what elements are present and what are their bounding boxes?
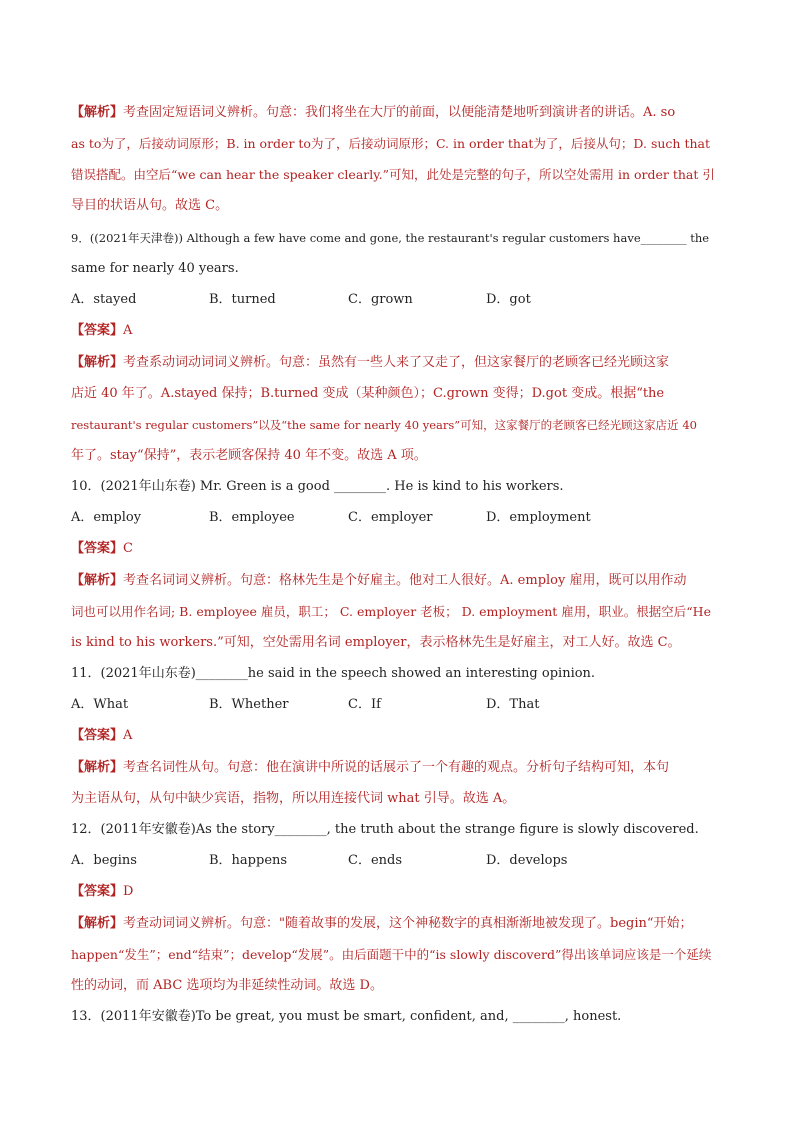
q12-option-d: D．develops — [486, 853, 568, 868]
q9-analysis-line-2: 店近 40 年了。A.stayed 保持；B.turned 变成（某种颜色）；C.grown 变得；D.got 变成。根据“the — [71, 386, 665, 401]
q10-option-c: C．employer — [348, 510, 433, 525]
q10-stem: 10．(2021年山东卷) Mr. Green is a good ________. He is kind to his workers. — [71, 479, 564, 494]
q10-analysis-line-3: is kind to his workers.”可知，空处需用名词 employer，表示格林先生是好雇主，对工人好。故选 C。 — [71, 635, 681, 650]
q10-answer: 【答案】C — [71, 541, 133, 556]
q11-option-a: A．What — [71, 697, 129, 712]
q11-analysis-line-1: 【解析】考查名词性从句。句意：他在演讲中所说的话展示了一个有趣的观点。分析句子结构可知，本句 — [71, 760, 670, 775]
block1-analysis-line-3: 错误搭配。由空后“we can hear the speaker clearly.”可知，此处是完整的句子，所以空处需用 in order that 引 — [71, 167, 715, 182]
q13-stem: 13．(2011年安徽卷)To be great, you must be smart, confident, and, ________, honest. — [71, 1009, 622, 1024]
q12-stem: 12．(2011年安徽卷)As the story________, the truth about the strange figure is slowly discovered. — [71, 822, 699, 837]
q10-analysis-line-2: 词也可以用作名词; B. employee 雇员，职工； C. employer 老板； D. employment 雇用，职业。根据空后“He — [71, 604, 711, 619]
q11-option-b: B．Whether — [209, 697, 289, 712]
q11-answer: 【答案】A — [71, 728, 133, 743]
q9-analysis-line-4: 年了。stay“保持”，表示老顾客保持 40 年不变。故选 A 项。 — [71, 448, 427, 463]
block1-analysis-line-4: 导目的状语从句。故选 C。 — [71, 198, 229, 213]
q9-analysis-line-3: restaurant's regular customers”以及“the same for nearly 40 years”可知，这家餐厅的老顾客已经光顾这家店近 40 — [71, 418, 697, 432]
block1-analysis-line-1: 【解析】考查固定短语词义辨析。句意：我们将坐在大厅的前面，以便能清楚地听到演讲者的讲话。A. so — [71, 105, 676, 120]
q12-analysis-line-2: happen“发生”；end“结束”；develop“发展”。由后面题干中的“is slowly discoverd”得出该单词应该是一个延续 — [71, 947, 712, 962]
q9-stem-line-2: same for nearly 40 years. — [71, 261, 239, 276]
q9-option-c: C．grown — [348, 292, 413, 307]
q10-analysis-line-1: 【解析】考查名词词义辨析。句意：格林先生是个好雇主。他对工人很好。A. employ 雇用，既可以用作动 — [71, 573, 687, 588]
q9-analysis-line-1: 【解析】考查系动词动词词义辨析。句意：虽然有一些人来了又走了，但这家餐厅的老顾客已经光顾这家 — [71, 355, 670, 370]
analysis-tag: 【解析】 — [71, 105, 124, 120]
q11-analysis-line-2: 为主语从句，从句中缺少宾语，指物，所以用连接代词 what 引导。故选 A。 — [71, 791, 516, 806]
q12-analysis-line-1: 【解析】考查动词词义辨析。句意："随着故事的发展，这个神秘数字的真相渐渐地被发现了。begin“开始； — [71, 916, 693, 931]
q9-option-b: B．turned — [209, 292, 276, 307]
q12-answer: 【答案】D — [71, 884, 134, 899]
q11-stem: 11．(2021年山东卷)________he said in the speech showed an interesting opinion. — [71, 666, 596, 681]
q12-option-a: A．begins — [71, 853, 137, 868]
q10-option-b: B．employee — [209, 510, 295, 525]
q11-option-d: D．That — [486, 697, 540, 712]
q9-stem-line-1: 9．((2021年天津卷)) Although a few have come and gone, the restaurant's regular customers have________ the — [71, 231, 710, 245]
q9-option-d: D．got — [486, 292, 531, 307]
q11-option-c: C．If — [348, 697, 381, 712]
q12-option-c: C．ends — [348, 853, 403, 868]
q10-option-a: A．employ — [71, 510, 142, 525]
q12-option-b: B．happens — [209, 853, 288, 868]
block1-analysis-line-2: as to为了，后接动词原形；B. in order to为了，后接动词原形；C. in order that为了，后接从句；D. such that — [71, 136, 710, 151]
q9-answer: 【答案】A — [71, 323, 133, 338]
q12-analysis-line-3: 性的动词，而 ABC 选项均为非延续性动词。故选 D。 — [71, 978, 383, 993]
q10-option-d: D．employment — [486, 510, 591, 525]
q9-option-a: A．stayed — [71, 292, 137, 307]
